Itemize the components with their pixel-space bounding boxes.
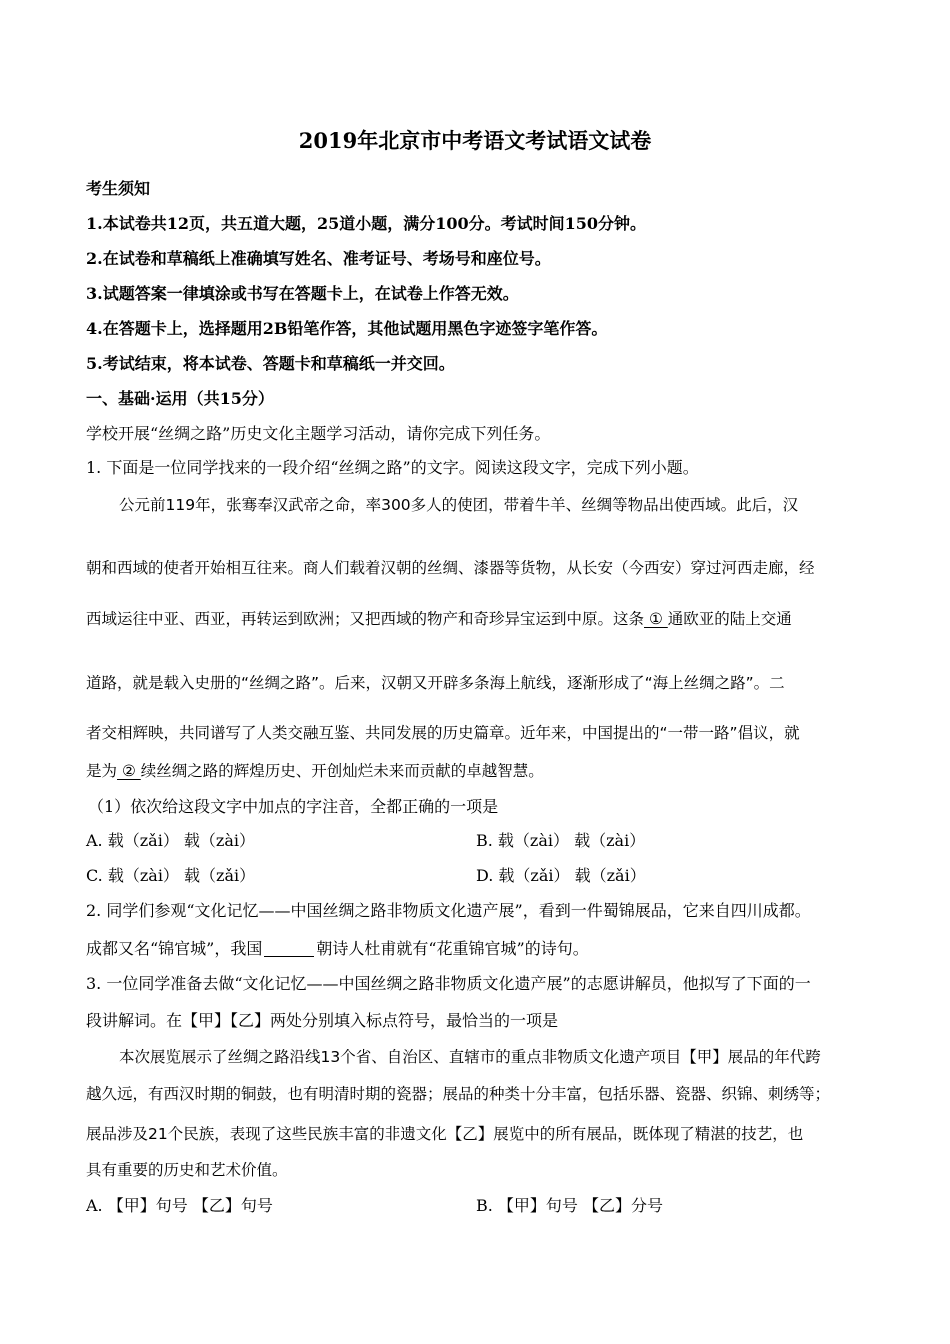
passage-line: 公元前119年，张骞奉汉武帝之命，率300多人的使团，带着牛羊、丝绸等物品出使西域。此后，汉 (119, 496, 799, 514)
question-3-line: 段讲解词。在【甲】【乙】两处分别填入标点符号，最恰当的一项是 (86, 1011, 559, 1030)
passage-text: 续丝绸之路的辉煌历史、开创灿烂未来而贡献的卓越智慧。 (140, 762, 544, 780)
question-2-line: 2. 同学们参观“文化记忆——中国丝绸之路非物质文化遗产展”，看到一件蜀锦展品，它来自四川成都。 (86, 901, 811, 920)
q3-passage-line: 具有重要的历史和艺术价值。 (86, 1161, 288, 1179)
passage-line (86, 760, 544, 782)
question-text: 成都又名“锦官城”，我国 (86, 939, 263, 958)
option-d: D. 载（zǎi） 载（zǎi） (476, 866, 646, 885)
passage-line: 者交相辉映，共同谱写了人类交融互鉴、共同发展的历史篇章。近年来，中国提出的“一带一路”倡议，就 (86, 724, 800, 742)
section-heading: 一、基础·运用（共15分） (86, 389, 274, 408)
notice-item: 2.在试卷和草稿纸上准确填写姓名、准考证号、考场号和座位号。 (86, 249, 551, 268)
option-c: C. 载（zài） 载（zǎi） (86, 866, 256, 885)
subquestion-stem: （1）依次给这段文字中加点的字注音，全都正确的一项是 (88, 797, 499, 816)
passage-line: 道路，就是载入史册的“丝绸之路”。后来，汉朝又开辟多条海上航线，逐渐形成了“海上丝绸之路”。二 (86, 674, 785, 692)
passage-text: 是为 (86, 762, 118, 780)
question-1-stem: 1. 下面是一位同学找来的一段介绍“丝绸之路”的文字。阅读这段文字，完成下列小题。 (86, 458, 699, 477)
q3-option-a: A. 【甲】句号 【乙】句号 (86, 1196, 273, 1215)
blank-2: ② (117, 762, 141, 780)
notice-item: 4.在答题卡上，选择题用2B铅笔作答，其他试题用黑色字迹签字笔作答。 (86, 319, 608, 338)
option-a: A. 载（zǎi） 载（zài） (86, 831, 255, 850)
notice-heading: 考生须知 (86, 179, 151, 198)
passage-text: 西域运往中亚、西亚，再转运到欧洲；又把西域的物产和奇珍异宝运到中原。这条 (86, 610, 645, 628)
q3-passage-line: 本次展览展示了丝绸之路沿线13个省、自治区、直辖市的重点非物质文化遗产项目【甲】展品的年代跨 (119, 1048, 821, 1066)
blank-1: ① (644, 610, 668, 628)
question-2-line (86, 938, 589, 960)
option-b: B. 载（zài） 载（zài） (476, 831, 646, 850)
q3-passage-line: 展品涉及21个民族，表现了这些民族丰富的非遗文化【乙】展览中的所有展品，既体现了精湛的技艺，也 (86, 1125, 804, 1143)
notice-item: 1.本试卷共12页，共五道大题，25道小题，满分100分。考试时间150分钟。 (86, 214, 647, 233)
notice-item: 3.试题答案一律填涂或书写在答题卡上，在试卷上作答无效。 (86, 284, 519, 303)
q3-passage-line: 越久远，有西汉时期的铜鼓，也有明清时期的瓷器；展品的种类十分丰富，包括乐器、瓷器、织锦、刺绣等； (86, 1085, 831, 1103)
section-intro: 学校开展“丝绸之路”历史文化主题学习活动，请你完成下列任务。 (86, 424, 551, 443)
passage-line: 朝和西域的使者开始相互往来。商人们载着汉朝的丝绸、漆器等货物，从长安（今西安）穿过河西走廊，经 (86, 559, 815, 577)
passage-text: 通欧亚的陆上交通 (667, 610, 792, 628)
passage-line (86, 608, 792, 630)
question-text: 朝诗人杜甫就有“花重锦官城”的诗句。 (316, 939, 589, 958)
q3-option-b: B. 【甲】句号 【乙】分号 (476, 1196, 664, 1215)
answer-blank (264, 940, 314, 957)
notice-item: 5.考试结束，将本试卷、答题卡和草稿纸一并交回。 (86, 354, 455, 373)
question-3-line: 3. 一位同学准备去做“文化记忆——中国丝绸之路非物质文化遗产展”的志愿讲解员，他拟写了下面的一 (86, 974, 811, 993)
page-title: 2019年北京市中考语文考试语文试卷 (298, 128, 652, 153)
